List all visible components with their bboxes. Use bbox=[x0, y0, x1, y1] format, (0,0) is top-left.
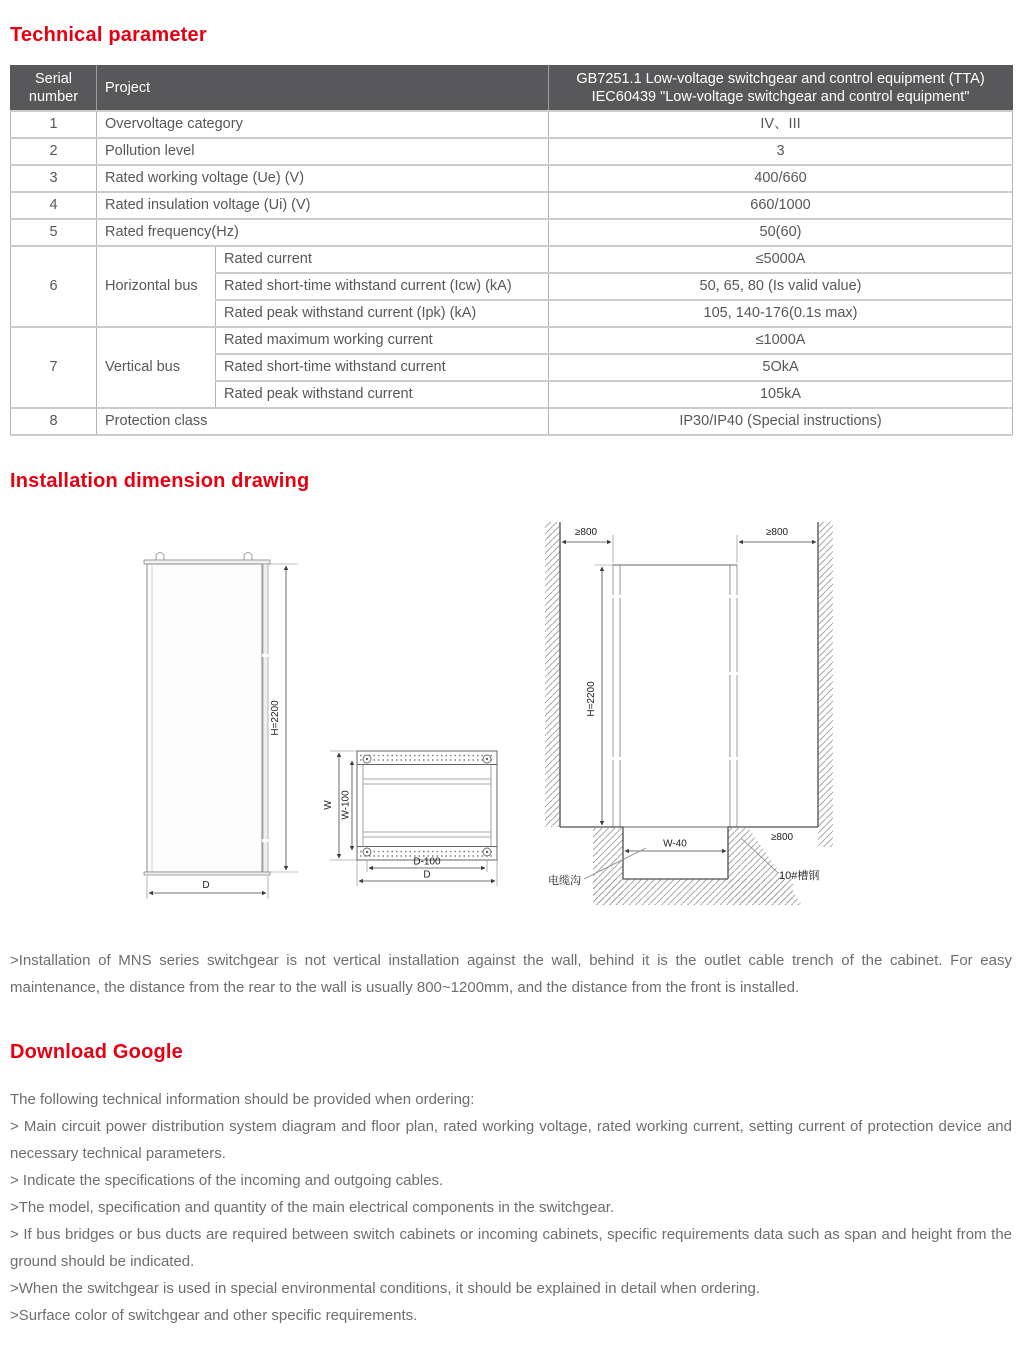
installation-note: >Installation of MNS series switchgear is not vertical installation against the wall, behind it is the outlet cable trench of the cabinet. For easy maintenance, the distance from the rear to the wall is usually 800~1200mm, and the distance from the front is installed. bbox=[10, 951, 1012, 996]
height-dimension-label: H=2200 bbox=[586, 680, 597, 717]
cell-value: 105, 140-176(0.1s max) bbox=[549, 300, 1013, 327]
cell-subproject: Rated peak withstand current bbox=[216, 381, 549, 408]
header-serial-number: Serial number bbox=[11, 66, 97, 111]
cell-project: Overvoltage category bbox=[97, 111, 549, 138]
header-project: Project bbox=[97, 66, 549, 111]
ordering-item: > Indicate the specifications of the incoming and outgoing cables. bbox=[10, 1171, 444, 1189]
dimension-drawing-canvas bbox=[0, 507, 1022, 917]
section-title-technical-parameter: Technical parameter bbox=[10, 24, 207, 46]
section-title-download-google: Download Google bbox=[10, 1040, 183, 1063]
cell-value: 50, 65, 80 (Is valid value) bbox=[549, 273, 1013, 300]
technical-parameter-table bbox=[10, 65, 1013, 436]
cell-project: Rated insulation voltage (Ui) (V) bbox=[97, 192, 549, 219]
cell-value: ≤1000A bbox=[549, 327, 1013, 354]
cell-subproject: Rated short-time withstand current bbox=[216, 354, 549, 381]
table-row bbox=[11, 327, 1013, 354]
cell-serial: 3 bbox=[11, 165, 97, 192]
ordering-item: >Surface color of switchgear and other specific requirements. bbox=[10, 1306, 418, 1324]
right-clearance-label: ≥800 bbox=[765, 526, 789, 538]
channel-steel-label: 10#槽钢 bbox=[779, 869, 820, 882]
ordering-item: > If bus bridges or bus ducts are required between switch cabinets or incoming cabinets, specific requirements data such as span and height from the ground should be indicated. bbox=[10, 1225, 1012, 1270]
header-standard bbox=[549, 66, 1013, 111]
cell-serial: 1 bbox=[11, 111, 97, 138]
height-dimension-label: H=2200 bbox=[270, 699, 281, 736]
installation-dimension-drawings bbox=[0, 507, 1022, 917]
depth-dimension-label: D bbox=[202, 879, 210, 891]
cell-serial: 5 bbox=[11, 219, 97, 246]
header-standard-line2: IEC60439 "Low-voltage switchgear and control equipment" bbox=[591, 88, 970, 105]
table-row bbox=[11, 138, 1013, 165]
ordering-intro: The following technical information should be provided when ordering: bbox=[10, 1090, 475, 1108]
cable-trench-label: 电缆沟 bbox=[548, 874, 581, 887]
ordering-item: >When the switchgear is used in special environmental conditions, it should be explained in detail when ordering. bbox=[10, 1279, 761, 1297]
cell-serial: 8 bbox=[11, 408, 97, 435]
installation-clearance-drawing bbox=[545, 522, 833, 905]
cell-subproject: Rated short-time withstand current (Icw) (kA) bbox=[216, 273, 549, 300]
table-row bbox=[11, 111, 1013, 138]
cell-value: 50(60) bbox=[549, 219, 1013, 246]
ordering-item: > Main circuit power distribution system diagram and floor plan, rated working voltage, rated working current, setting current of protection device and necessary technical parameters. bbox=[10, 1117, 1012, 1162]
depth-inner-dimension-label: D-100 bbox=[413, 856, 441, 867]
cell-serial: 7 bbox=[11, 327, 97, 408]
section-title-installation-dimension-drawing: Installation dimension drawing bbox=[10, 469, 310, 492]
depth-dimension-label: D bbox=[423, 869, 431, 880]
trench-width-dimension-label: W-40 bbox=[663, 838, 687, 849]
cabinet-side-view-drawing bbox=[144, 552, 298, 899]
cell-value: 400/660 bbox=[549, 165, 1013, 192]
lifting-eye-icon bbox=[244, 552, 252, 560]
cell-project: Rated working voltage (Ue) (V) bbox=[97, 165, 549, 192]
cell-value: IP30/IP40 (Special instructions) bbox=[549, 408, 1013, 435]
header-standard-line1: GB7251.1 Low-voltage switchgear and control equipment (TTA) bbox=[576, 70, 985, 87]
cell-project: Rated frequency(Hz) bbox=[97, 219, 549, 246]
width-dimension-label: W bbox=[323, 799, 334, 810]
table-row bbox=[11, 165, 1013, 192]
cell-value: 5OkA bbox=[549, 354, 1013, 381]
ordering-item: >The model, specification and quantity of the main electrical components in the switchgear. bbox=[10, 1198, 615, 1216]
left-wall-hatch bbox=[545, 522, 560, 827]
left-clearance-label: ≥800 bbox=[574, 526, 598, 538]
table-header-row bbox=[11, 66, 1013, 111]
cell-value: 3 bbox=[549, 138, 1013, 165]
cell-serial: 6 bbox=[11, 246, 97, 327]
table-row bbox=[11, 408, 1013, 435]
cell-group-name: Horizontal bus bbox=[97, 246, 216, 327]
cell-value: ≤5000A bbox=[549, 246, 1013, 273]
cell-value: 660/1000 bbox=[549, 192, 1013, 219]
cell-project: Pollution level bbox=[97, 138, 549, 165]
cell-subproject: Rated peak withstand current (Ipk) (kA) bbox=[216, 300, 549, 327]
table-row bbox=[11, 219, 1013, 246]
cabinet-top-view-drawing bbox=[323, 751, 497, 886]
table-row bbox=[11, 192, 1013, 219]
cell-serial: 2 bbox=[11, 138, 97, 165]
cell-group-name: Vertical bus bbox=[97, 327, 216, 408]
lifting-eye-icon bbox=[156, 552, 164, 560]
cell-subproject: Rated maximum working current bbox=[216, 327, 549, 354]
table-row bbox=[11, 246, 1013, 273]
rear-clearance-label: ≥800 bbox=[770, 831, 794, 843]
cabinet-outline bbox=[620, 565, 730, 827]
cell-value: IV、III bbox=[549, 111, 1013, 138]
cell-value: 105kA bbox=[549, 381, 1013, 408]
cell-project: Protection class bbox=[97, 408, 549, 435]
cell-serial: 4 bbox=[11, 192, 97, 219]
right-wall-hatch bbox=[818, 522, 833, 847]
width-inner-dimension-label: W-100 bbox=[340, 789, 352, 820]
cell-subproject: Rated current bbox=[216, 246, 549, 273]
